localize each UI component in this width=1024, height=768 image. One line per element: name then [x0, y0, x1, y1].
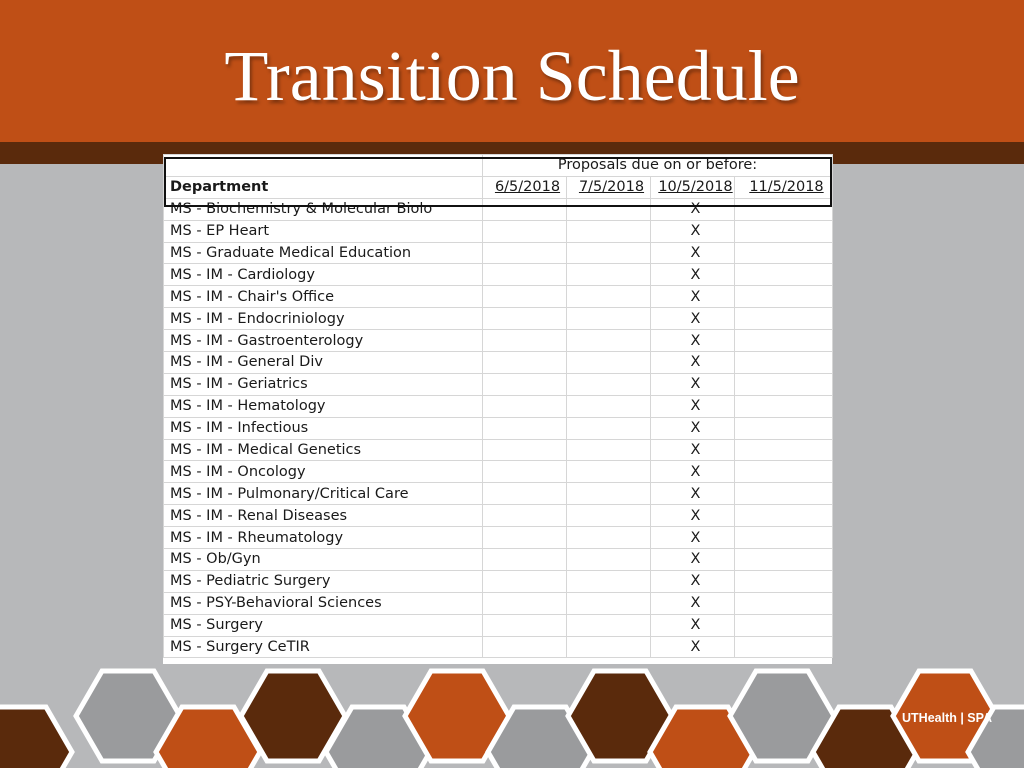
- department-cell: MS - Surgery: [164, 614, 483, 636]
- due-mark-cell: [483, 220, 567, 242]
- due-mark-cell: [567, 308, 651, 330]
- due-mark-cell: X: [651, 614, 735, 636]
- schedule-spreadsheet: [163, 154, 832, 664]
- due-mark-cell: [483, 614, 567, 636]
- table-row: [164, 373, 833, 395]
- header-blank-cell: [164, 155, 483, 177]
- due-mark-cell: [483, 461, 567, 483]
- due-mark-cell: [735, 636, 833, 658]
- table-row: [164, 417, 833, 439]
- table-row: [164, 352, 833, 374]
- due-mark-cell: [567, 483, 651, 505]
- header-row-columns: [164, 176, 833, 198]
- due-mark-cell: [483, 330, 567, 352]
- due-mark-cell: X: [651, 330, 735, 352]
- table-row: [164, 527, 833, 549]
- due-mark-cell: [483, 483, 567, 505]
- department-cell: MS - Biochemistry & Molecular Biolo: [164, 198, 483, 220]
- uthealth-logo: UTHealth | SPA: [902, 711, 993, 725]
- due-mark-cell: X: [651, 636, 735, 658]
- hexagon-shape: [0, 707, 72, 768]
- due-mark-cell: [483, 592, 567, 614]
- due-mark-cell: X: [651, 352, 735, 374]
- table-row: [164, 242, 833, 264]
- due-mark-cell: X: [651, 483, 735, 505]
- due-mark-cell: X: [651, 439, 735, 461]
- due-mark-cell: [567, 505, 651, 527]
- due-mark-cell: [735, 505, 833, 527]
- due-mark-cell: [567, 395, 651, 417]
- due-mark-cell: [735, 264, 833, 286]
- due-mark-cell: [483, 527, 567, 549]
- due-mark-cell: X: [651, 570, 735, 592]
- due-mark-cell: [483, 308, 567, 330]
- due-mark-cell: X: [651, 242, 735, 264]
- due-mark-cell: [735, 220, 833, 242]
- department-cell: MS - Pediatric Surgery: [164, 570, 483, 592]
- header-row-group: [164, 155, 833, 177]
- department-cell: MS - IM - Cardiology: [164, 264, 483, 286]
- due-mark-cell: [567, 220, 651, 242]
- due-mark-cell: [735, 198, 833, 220]
- table-row: [164, 439, 833, 461]
- due-mark-cell: X: [651, 373, 735, 395]
- due-mark-cell: [735, 330, 833, 352]
- department-header: Department: [164, 176, 483, 198]
- due-mark-cell: [567, 570, 651, 592]
- table-row: [164, 461, 833, 483]
- due-mark-cell: X: [651, 220, 735, 242]
- department-cell: MS - IM - Pulmonary/Critical Care: [164, 483, 483, 505]
- due-mark-cell: [735, 461, 833, 483]
- due-mark-cell: [735, 439, 833, 461]
- table-row: [164, 395, 833, 417]
- due-mark-cell: [567, 636, 651, 658]
- due-mark-cell: [567, 592, 651, 614]
- due-mark-cell: [483, 549, 567, 571]
- due-mark-cell: [567, 417, 651, 439]
- department-cell: MS - EP Heart: [164, 220, 483, 242]
- due-mark-cell: [735, 549, 833, 571]
- table-row: [164, 636, 833, 658]
- table-row: [164, 220, 833, 242]
- due-mark-cell: [567, 198, 651, 220]
- schedule-table: [163, 154, 833, 658]
- due-mark-cell: [483, 198, 567, 220]
- due-mark-cell: [483, 242, 567, 264]
- due-mark-cell: [483, 395, 567, 417]
- due-mark-cell: X: [651, 417, 735, 439]
- due-mark-cell: [483, 439, 567, 461]
- table-row: [164, 264, 833, 286]
- due-mark-cell: [735, 570, 833, 592]
- table-row: [164, 505, 833, 527]
- table-row: [164, 549, 833, 571]
- due-mark-cell: X: [651, 198, 735, 220]
- due-mark-cell: [483, 286, 567, 308]
- due-mark-cell: [483, 373, 567, 395]
- date-header: 11/5/2018: [735, 176, 833, 198]
- department-cell: MS - IM - Oncology: [164, 461, 483, 483]
- due-mark-cell: [567, 352, 651, 374]
- due-mark-cell: [735, 417, 833, 439]
- due-mark-cell: [735, 527, 833, 549]
- department-cell: MS - IM - Renal Diseases: [164, 505, 483, 527]
- due-mark-cell: [735, 373, 833, 395]
- due-mark-cell: [483, 505, 567, 527]
- due-mark-cell: [483, 417, 567, 439]
- date-header: 6/5/2018: [483, 176, 567, 198]
- due-mark-cell: [483, 264, 567, 286]
- department-cell: MS - Surgery CeTIR: [164, 636, 483, 658]
- department-cell: MS - IM - Gastroenterology: [164, 330, 483, 352]
- table-row: [164, 198, 833, 220]
- due-mark-cell: [567, 614, 651, 636]
- due-mark-cell: [735, 592, 833, 614]
- due-mark-cell: [735, 242, 833, 264]
- due-mark-cell: X: [651, 527, 735, 549]
- department-cell: MS - IM - Geriatrics: [164, 373, 483, 395]
- due-mark-cell: [567, 242, 651, 264]
- due-mark-cell: [567, 527, 651, 549]
- due-mark-cell: [735, 483, 833, 505]
- table-row: [164, 308, 833, 330]
- department-cell: MS - IM - Chair's Office: [164, 286, 483, 308]
- due-mark-cell: X: [651, 592, 735, 614]
- department-cell: MS - IM - General Div: [164, 352, 483, 374]
- due-mark-cell: [567, 549, 651, 571]
- due-mark-cell: [567, 439, 651, 461]
- department-cell: MS - IM - Endocriniology: [164, 308, 483, 330]
- due-mark-cell: [735, 286, 833, 308]
- due-mark-cell: [567, 286, 651, 308]
- table-row: [164, 592, 833, 614]
- due-mark-cell: [567, 461, 651, 483]
- due-mark-cell: [567, 373, 651, 395]
- table-row: [164, 570, 833, 592]
- due-mark-cell: [735, 395, 833, 417]
- due-mark-cell: [735, 308, 833, 330]
- department-cell: MS - IM - Infectious: [164, 417, 483, 439]
- due-mark-cell: X: [651, 395, 735, 417]
- due-mark-cell: X: [651, 264, 735, 286]
- due-mark-cell: X: [651, 286, 735, 308]
- table-row: [164, 483, 833, 505]
- due-mark-cell: X: [651, 461, 735, 483]
- date-header: 10/5/2018: [651, 176, 735, 198]
- due-mark-cell: [735, 352, 833, 374]
- due-mark-cell: [567, 264, 651, 286]
- due-mark-cell: X: [651, 308, 735, 330]
- table-row: [164, 330, 833, 352]
- department-cell: MS - IM - Rheumatology: [164, 527, 483, 549]
- department-cell: MS - IM - Medical Genetics: [164, 439, 483, 461]
- table-row: [164, 614, 833, 636]
- due-mark-cell: X: [651, 549, 735, 571]
- due-mark-cell: [567, 330, 651, 352]
- slide-title: Transition Schedule: [224, 36, 800, 116]
- table-row: [164, 286, 833, 308]
- group-header: Proposals due on or before:: [483, 155, 833, 177]
- due-mark-cell: X: [651, 505, 735, 527]
- department-cell: MS - PSY-Behavioral Sciences: [164, 592, 483, 614]
- due-mark-cell: [483, 636, 567, 658]
- date-header: 7/5/2018: [567, 176, 651, 198]
- department-cell: MS - IM - Hematology: [164, 395, 483, 417]
- due-mark-cell: [735, 614, 833, 636]
- due-mark-cell: [483, 352, 567, 374]
- department-cell: MS - Ob/Gyn: [164, 549, 483, 571]
- department-cell: MS - Graduate Medical Education: [164, 242, 483, 264]
- due-mark-cell: [483, 570, 567, 592]
